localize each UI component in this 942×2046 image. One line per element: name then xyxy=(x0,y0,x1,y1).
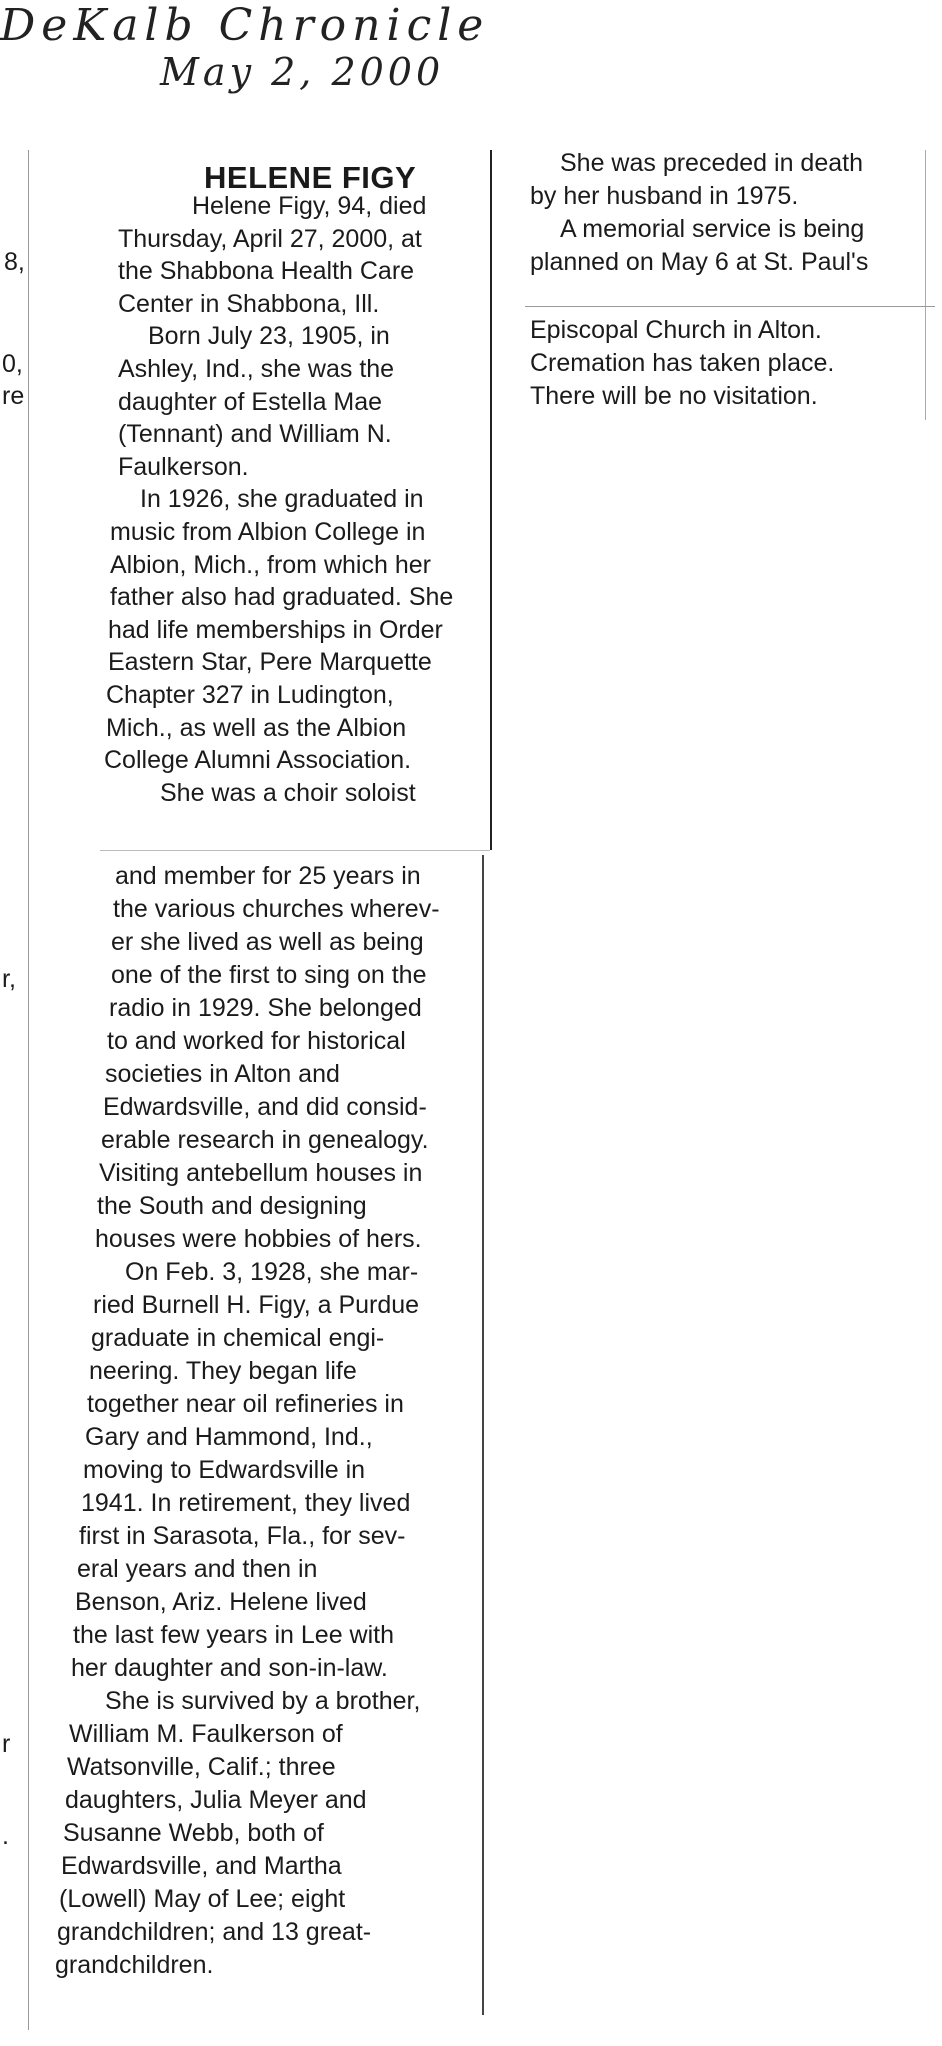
text-line: A memorial service is being xyxy=(560,215,865,243)
text-line: to and worked for historical xyxy=(107,1027,406,1055)
column-rule xyxy=(490,150,492,850)
text-line: Benson, Ariz. Helene lived xyxy=(75,1588,367,1616)
text-line: College Alumni Association. xyxy=(104,746,412,775)
text-line: 1941. In retirement, they lived xyxy=(81,1489,411,1517)
text-line: Visiting antebellum houses in xyxy=(99,1159,423,1187)
text-line: Episcopal Church in Alton. xyxy=(530,316,822,344)
text-line: (Tennant) and William N. xyxy=(118,420,392,449)
text-line: er she lived as well as being xyxy=(111,928,424,956)
text-line: Susanne Webb, both of xyxy=(63,1819,324,1847)
text-line: father also had graduated. She xyxy=(110,583,454,612)
text-line: her daughter and son-in-law. xyxy=(71,1654,388,1682)
edge-fragment: . xyxy=(2,1822,9,1850)
clipping-edge xyxy=(28,150,29,2030)
text-line: Faulkerson. xyxy=(118,452,249,481)
text-line: moving to Edwardsville in xyxy=(83,1456,366,1484)
text-line: by her husband in 1975. xyxy=(530,182,799,210)
obituary-column-1 xyxy=(104,190,478,809)
text-line: the last few years in Lee with xyxy=(73,1621,394,1649)
text-line: There will be no visitation. xyxy=(530,382,818,410)
text-line: radio in 1929. She belonged xyxy=(109,994,422,1022)
text-line: the various churches wherev- xyxy=(113,895,440,923)
text-line: houses were hobbies of hers. xyxy=(95,1225,422,1253)
text-line: Chapter 327 in Ludington, xyxy=(106,680,394,709)
text-line: In 1926, she graduated in xyxy=(140,485,424,514)
text-line: (Lowell) May of Lee; eight xyxy=(59,1885,346,1913)
text-line: the Shabbona Health Care xyxy=(118,257,415,286)
text-line: one of the first to sing on the xyxy=(111,961,427,989)
text-line: grandchildren. xyxy=(55,1951,214,1979)
text-line: the South and designing xyxy=(97,1192,367,1220)
handwritten-date: May 2, 2000 xyxy=(160,50,445,94)
text-line: Edwardsville, and Martha xyxy=(61,1852,342,1880)
text-line: Born July 23, 1905, in xyxy=(148,322,390,351)
text-line: planned on May 6 at St. Paul's xyxy=(530,248,869,276)
text-line: Albion, Mich., from which her xyxy=(110,550,431,579)
text-line: daughter of Estella Mae xyxy=(118,387,383,416)
obituary-column-3-top xyxy=(530,147,930,279)
text-line: Watsonville, Calif.; three xyxy=(67,1753,336,1781)
text-line: Helene Figy, 94, died xyxy=(192,192,427,220)
handwritten-source: DeKalb Chronicle xyxy=(0,0,490,51)
edge-fragment: re xyxy=(2,382,25,410)
clipping-edge xyxy=(100,850,490,851)
text-line: Cremation has taken place. xyxy=(530,349,835,377)
clipping-edge xyxy=(525,306,935,307)
text-line: had life memberships in Order xyxy=(108,615,443,644)
edge-fragment: 0, xyxy=(2,350,23,378)
text-line: eral years and then in xyxy=(77,1555,318,1583)
text-line: Thursday, April 27, 2000, at xyxy=(118,224,422,253)
text-line: She is survived by a brother, xyxy=(105,1687,421,1715)
text-line: music from Albion College in xyxy=(110,517,426,546)
text-line: and member for 25 years in xyxy=(115,862,421,890)
column-rule xyxy=(482,855,484,2015)
obituary-headline: HELENE FIGY xyxy=(204,160,417,195)
text-line: first in Sarasota, Fla., for sev- xyxy=(79,1522,406,1550)
text-line: together near oil refineries in xyxy=(87,1390,404,1418)
text-line: She was preceded in death xyxy=(560,149,863,177)
text-line: societies in Alton and xyxy=(105,1060,340,1088)
edge-fragment: 8, xyxy=(4,248,25,276)
text-line: neering. They began life xyxy=(89,1357,357,1385)
text-line: Edwardsville, and did consid- xyxy=(103,1093,427,1121)
clipping-edge xyxy=(925,150,926,420)
edge-fragment: r, xyxy=(2,965,16,993)
text-line: Ashley, Ind., she was the xyxy=(118,354,395,383)
text-line: On Feb. 3, 1928, she mar- xyxy=(125,1258,419,1286)
text-line: ried Burnell H. Figy, a Purdue xyxy=(93,1291,420,1319)
text-line: She was a choir soloist xyxy=(160,778,416,807)
text-line: William M. Faulkerson of xyxy=(69,1720,343,1748)
text-line: Gary and Hammond, Ind., xyxy=(85,1423,373,1451)
text-line: Center in Shabbona, Ill. xyxy=(118,289,380,318)
text-line: daughters, Julia Meyer and xyxy=(65,1786,367,1814)
edge-fragment: r xyxy=(2,1730,11,1758)
text-line: grandchildren; and 13 great- xyxy=(57,1918,372,1946)
text-line: Mich., as well as the Albion xyxy=(106,713,407,742)
obituary-column-2 xyxy=(55,860,485,1982)
text-line: graduate in chemical engi- xyxy=(91,1324,385,1352)
text-line: Eastern Star, Pere Marquette xyxy=(108,648,432,677)
text-line: erable research in genealogy. xyxy=(101,1126,429,1154)
obituary-column-3-bottom xyxy=(530,314,930,413)
